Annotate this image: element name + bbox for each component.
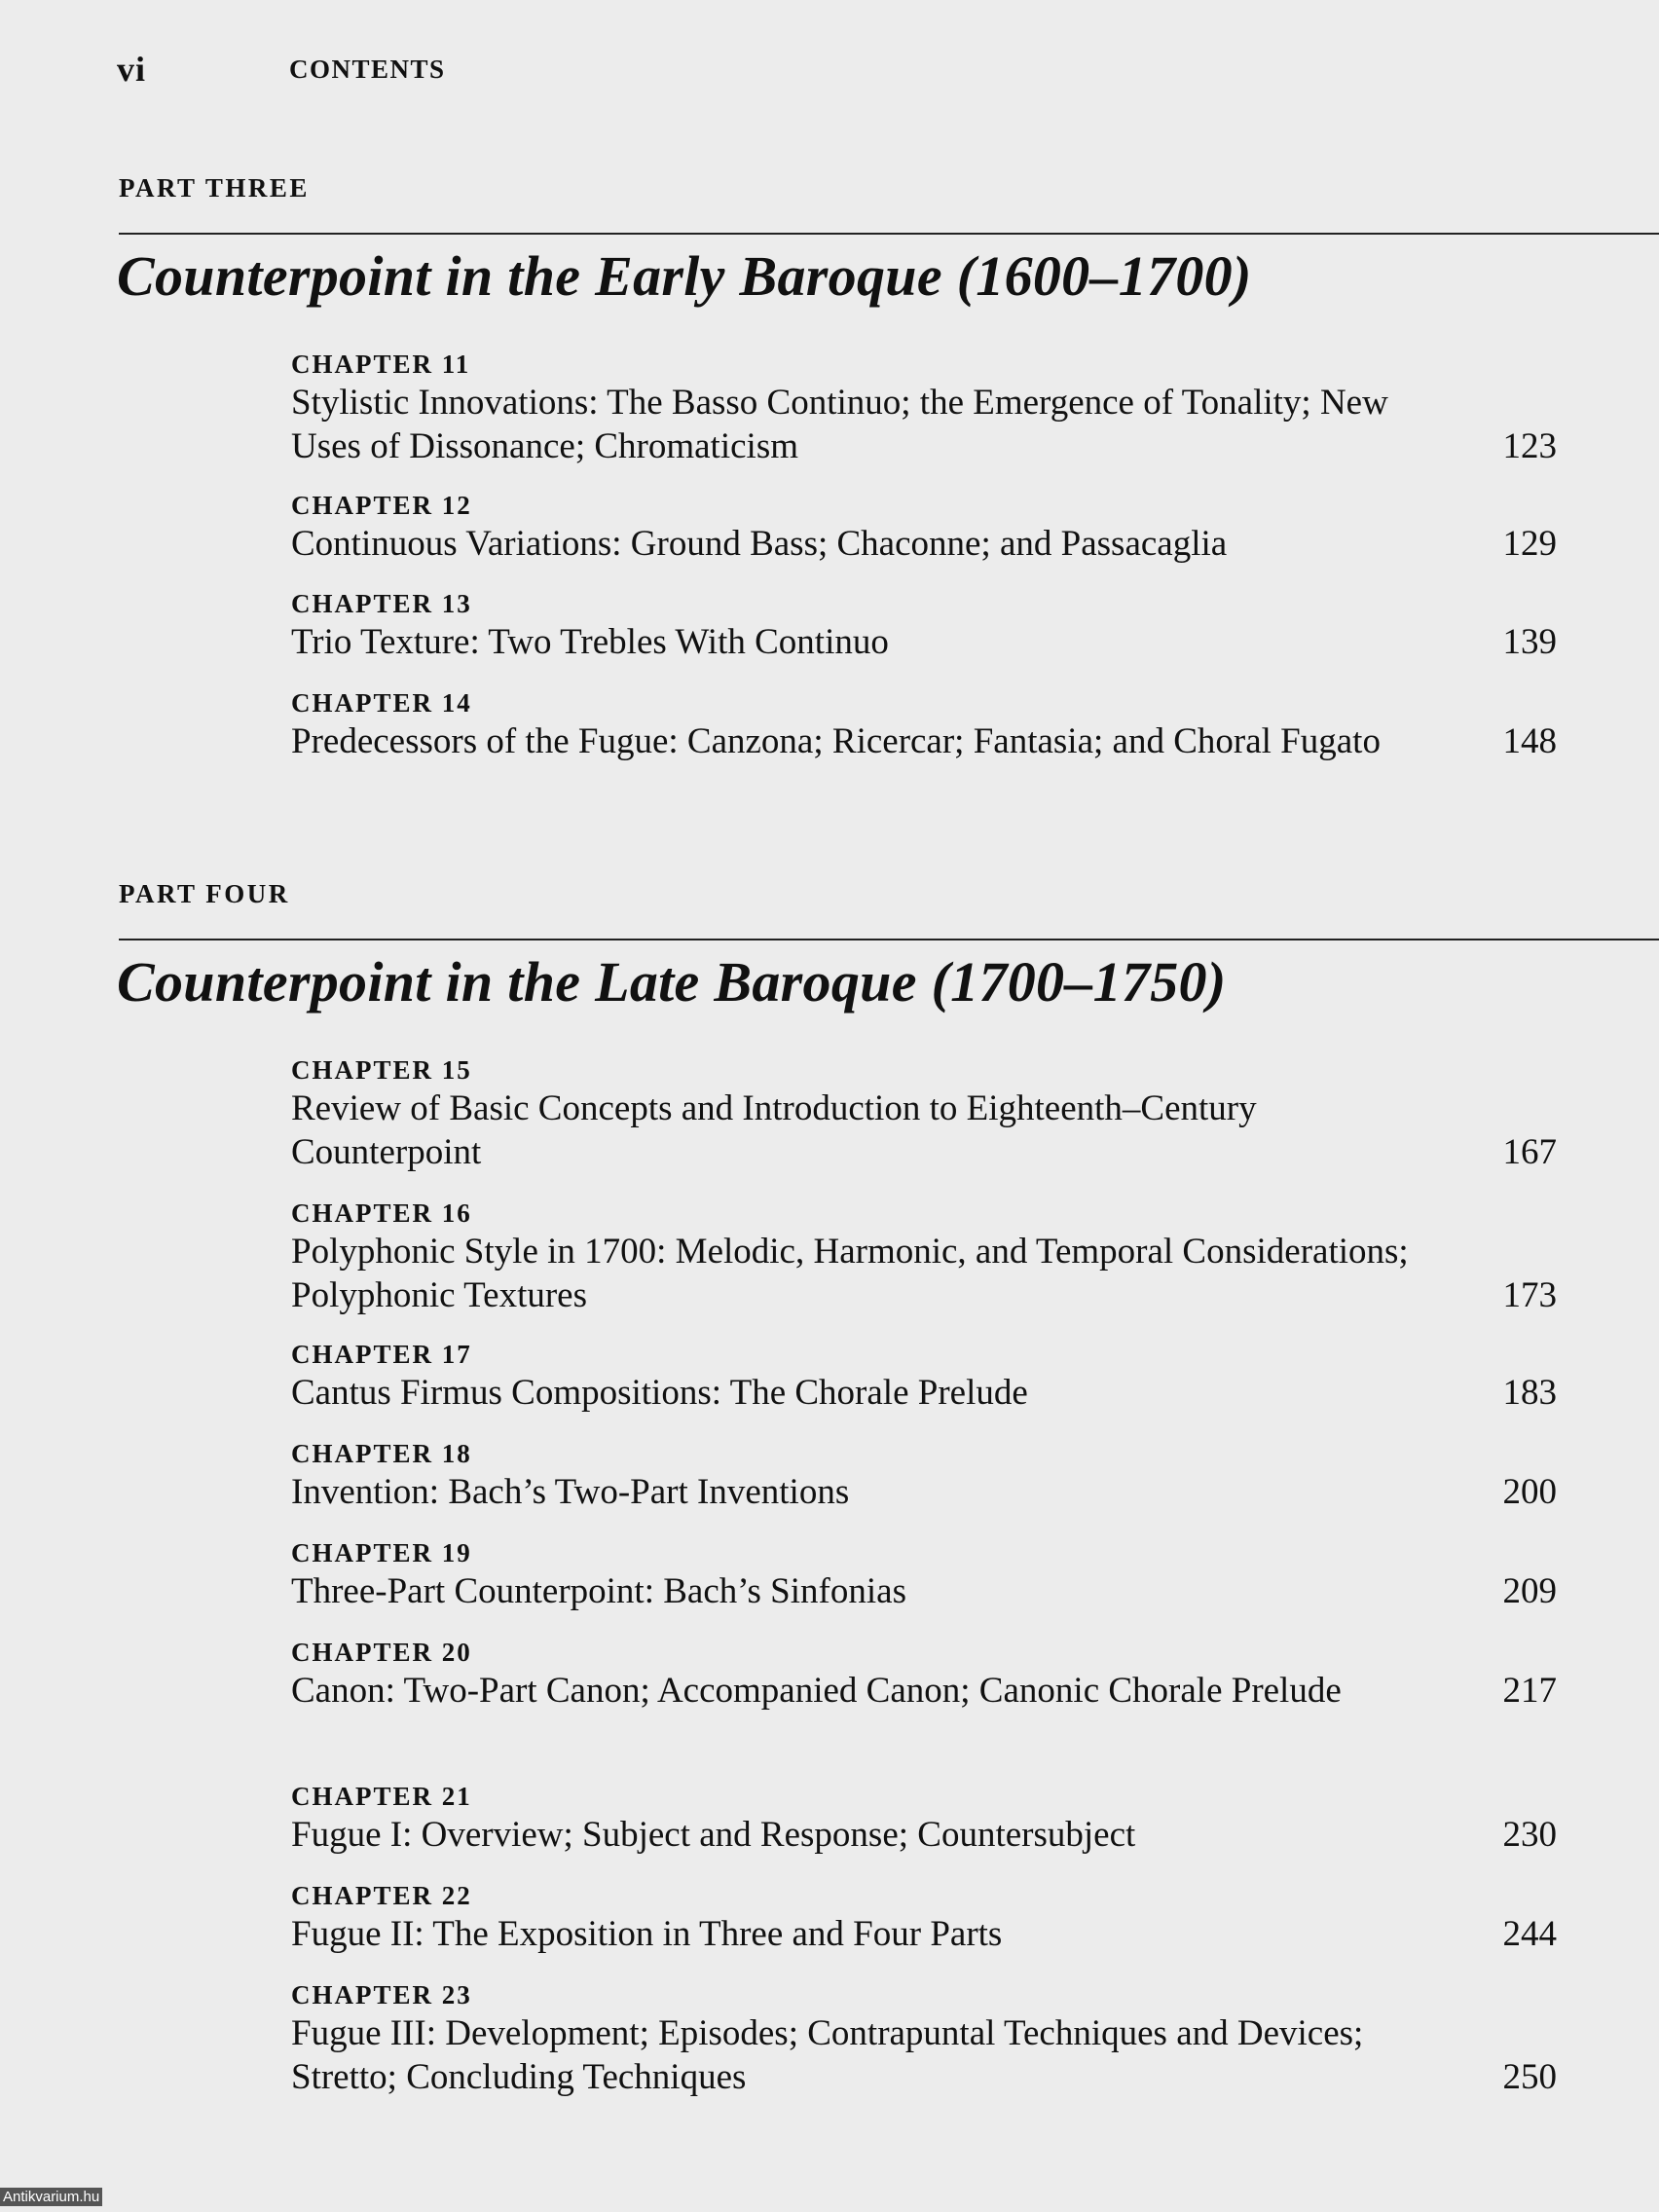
part-label: PART THREE bbox=[119, 173, 310, 203]
chapter-entry bbox=[291, 489, 1557, 566]
running-head: CONTENTS bbox=[289, 55, 446, 84]
chapter-page-number: 244 bbox=[1502, 1914, 1557, 1954]
chapter-label: CHAPTER 21 bbox=[291, 1782, 472, 1811]
page-number: vi bbox=[117, 50, 147, 89]
chapter-title: Polyphonic Style in 1700: Melodic, Harmonic, and Temporal Considerations; Polyphonic Textures bbox=[291, 1232, 1409, 1315]
chapter-page-number: 148 bbox=[1502, 721, 1557, 761]
watermark: Antikvarium.hu bbox=[0, 2188, 102, 2206]
chapter-title: Trio Texture: Two Trebles With Continuo bbox=[291, 622, 889, 662]
chapter-page-number: 250 bbox=[1502, 2057, 1557, 2097]
chapter-entry bbox=[291, 348, 1557, 468]
chapter-title: Continuous Variations: Ground Bass; Chaconne; and Passacaglia bbox=[291, 524, 1228, 564]
chapter-label: CHAPTER 11 bbox=[291, 350, 471, 379]
chapter-entry bbox=[291, 587, 1557, 664]
chapter-label: CHAPTER 15 bbox=[291, 1055, 472, 1085]
chapter-page-number: 183 bbox=[1502, 1373, 1557, 1413]
chapter-title: Predecessors of the Fugue: Canzona; Ricercar; Fantasia; and Choral Fugato bbox=[291, 721, 1381, 761]
chapter-page-number: 209 bbox=[1502, 1571, 1557, 1611]
part-divider bbox=[119, 233, 1659, 235]
chapter-page-number: 217 bbox=[1502, 1671, 1557, 1711]
part-title: Counterpoint in the Early Baroque (1600–1700) bbox=[117, 244, 1252, 308]
chapter-title: Three-Part Counterpoint: Bach’s Sinfonias bbox=[291, 1571, 906, 1611]
chapter-entry bbox=[291, 1879, 1557, 1956]
part-label: PART FOUR bbox=[119, 879, 290, 908]
chapter-label: CHAPTER 18 bbox=[291, 1439, 472, 1468]
chapter-page-number: 200 bbox=[1502, 1472, 1557, 1512]
chapter-label: CHAPTER 12 bbox=[291, 491, 472, 520]
chapter-title: Invention: Bach’s Two-Part Inventions bbox=[291, 1472, 850, 1512]
chapter-entry bbox=[291, 1780, 1557, 1857]
chapter-page-number: 139 bbox=[1502, 622, 1557, 662]
chapter-entry bbox=[291, 1197, 1557, 1317]
chapter-page-number: 230 bbox=[1502, 1815, 1557, 1855]
chapter-entry bbox=[291, 1053, 1557, 1174]
chapter-title: Review of Basic Concepts and Introduction to Eighteenth–Century Counterpoint bbox=[291, 1088, 1257, 1172]
chapter-title: Fugue I: Overview; Subject and Response; Countersubject bbox=[291, 1815, 1136, 1855]
chapter-label: CHAPTER 17 bbox=[291, 1340, 472, 1369]
chapter-label: CHAPTER 22 bbox=[291, 1881, 472, 1910]
chapter-entry bbox=[291, 686, 1557, 763]
chapter-label: CHAPTER 23 bbox=[291, 1980, 472, 2009]
chapter-entry bbox=[291, 1338, 1557, 1415]
chapter-title: Canon: Two-Part Canon; Accompanied Canon; Canonic Chorale Prelude bbox=[291, 1671, 1342, 1711]
chapter-page-number: 173 bbox=[1502, 1275, 1557, 1315]
chapter-label: CHAPTER 14 bbox=[291, 688, 472, 718]
chapter-title: Fugue II: The Exposition in Three and Four Parts bbox=[291, 1914, 1003, 1954]
chapter-label: CHAPTER 19 bbox=[291, 1538, 472, 1567]
part-divider bbox=[119, 939, 1659, 940]
chapter-page-number: 123 bbox=[1502, 426, 1557, 466]
chapter-label: CHAPTER 16 bbox=[291, 1198, 472, 1228]
chapter-entry bbox=[291, 1636, 1557, 1713]
chapter-title: Cantus Firmus Compositions: The Chorale Prelude bbox=[291, 1373, 1028, 1413]
chapter-page-number: 167 bbox=[1502, 1132, 1557, 1172]
chapter-page-number: 129 bbox=[1502, 524, 1557, 564]
chapter-label: CHAPTER 20 bbox=[291, 1638, 472, 1667]
chapter-entry bbox=[291, 1978, 1557, 2099]
chapter-title: Fugue III: Development; Episodes; Contrapuntal Techniques and Devices; Stretto; Concluding Techniques bbox=[291, 2013, 1364, 2097]
chapter-label: CHAPTER 13 bbox=[291, 589, 472, 618]
chapter-title: Stylistic Innovations: The Basso Continuo; the Emergence of Tonality; New Uses of Dissonance; Chromaticism bbox=[291, 383, 1388, 466]
chapter-entry bbox=[291, 1536, 1557, 1613]
chapter-entry bbox=[291, 1437, 1557, 1514]
part-title: Counterpoint in the Late Baroque (1700–1750) bbox=[117, 950, 1227, 1014]
